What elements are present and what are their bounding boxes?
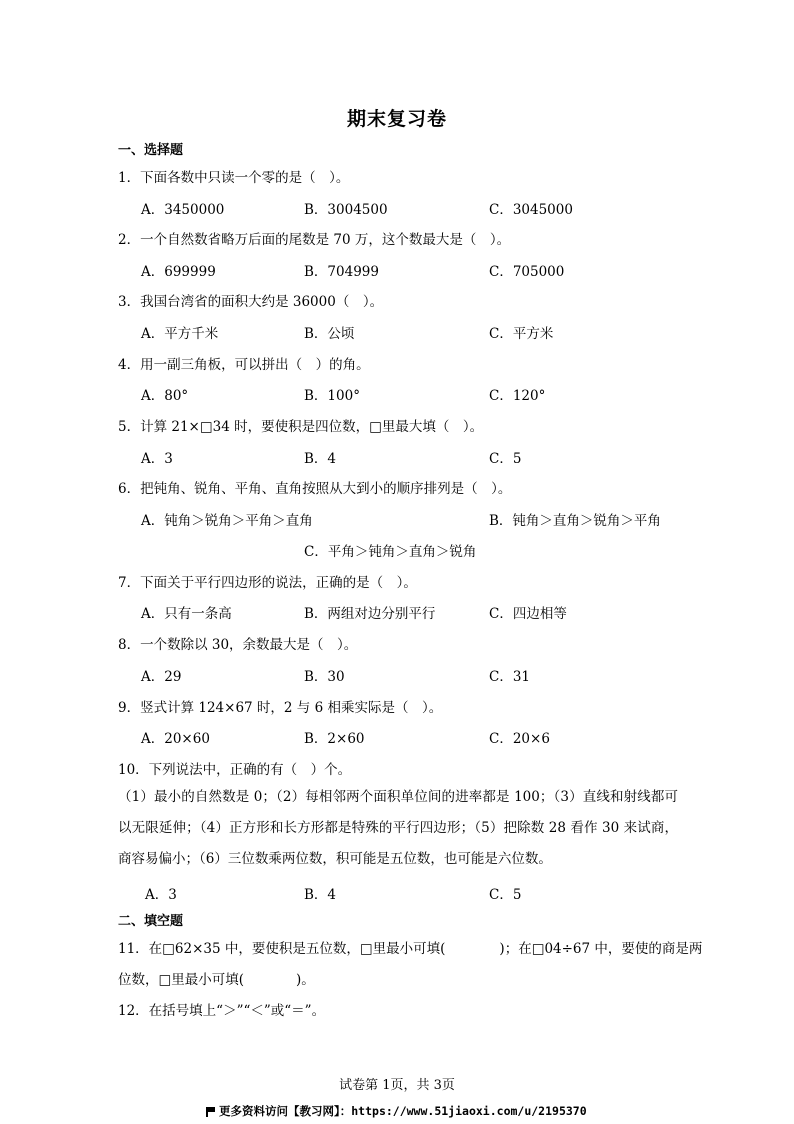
q4-option-c: C．120°	[489, 388, 546, 404]
q1-option-c: C．3045000	[489, 202, 573, 218]
q11-text-part-4: )。	[296, 972, 315, 988]
q3-option-c: C．平方米	[489, 326, 554, 342]
q8-option-c: C．31	[489, 669, 531, 685]
question-11-line-2	[118, 968, 315, 988]
q3-option-b: B．公顷	[304, 326, 355, 342]
q1-option-a: A．3450000	[141, 202, 225, 218]
section-heading-choice: 一、选择题	[118, 143, 184, 158]
q4-option-b: B．100°	[304, 388, 360, 404]
q7-option-b: B．两组对边分别平行	[304, 606, 436, 622]
q9-option-b: B．2×60	[304, 731, 365, 747]
q11-text-part-1: 11．在□62×35 中，要使积是五位数，□里最小可填(	[118, 941, 446, 957]
q5-option-c: C．5	[489, 451, 522, 467]
page-title: 期末复习卷	[346, 108, 447, 130]
q6-option-a: A．钝角＞锐角＞平角＞直角	[141, 513, 313, 529]
q9-option-a: A．20×60	[141, 731, 210, 747]
watermark-link[interactable]	[206, 1103, 587, 1119]
question-9: 9．竖式计算 124×67 时，2 与 6 相乘实际是（ ）。	[118, 700, 443, 716]
section-heading-fill-in: 二、填空题	[118, 914, 184, 929]
question-11-line-1	[118, 937, 702, 957]
question-10-statements: （1）最小的自然数是 0；（2）每相邻两个面积单位间的进率都是 100；（3）直线和射线都可以无限延伸；（4）正方形和长方形都是特殊的平行四边形；（5）把除数 28 看作 30 来试商，商容易偏小；（6）三位数乘两位数，积可能是五位数，也可能是六位数。	[118, 789, 678, 867]
question-1: 1．下面各数中只读一个零的是（ ）。	[118, 170, 350, 186]
q8-option-b: B．30	[304, 669, 345, 685]
watermark-text: 更多资料访问【教习网】：https://www.51jiaoxi.com/u/2195370	[219, 1104, 587, 1118]
q6-option-c: C．平角＞钝角＞直角＞锐角	[304, 544, 477, 560]
question-12: 12．在括号填上“＞”“＜”或“＝”。	[118, 1003, 326, 1019]
question-3: 3．我国台湾省的面积大约是 36000（ ）。	[118, 294, 384, 310]
q6-option-b: B．钝角＞直角＞锐角＞平角	[489, 513, 661, 529]
question-2: 2．一个自然数省略万后面的尾数是 70 万，这个数最大是（ ）。	[118, 232, 511, 248]
q2-option-b: B．704999	[304, 264, 379, 280]
q3-option-a: A．平方千米	[141, 326, 219, 342]
page-footer: 试卷第 1页，共 3页	[339, 1078, 455, 1093]
q9-option-c: C．20×6	[489, 731, 550, 747]
q10-option-b: B．4	[304, 887, 337, 903]
q10-option-a: A．3	[145, 887, 177, 903]
q8-option-a: A．29	[141, 669, 182, 685]
question-10: 10．下列说法中，正确的有（ ）个。	[118, 762, 352, 778]
question-8: 8．一个数除以 30，余数最大是（ ）。	[118, 637, 358, 653]
q5-option-b: B．4	[304, 451, 337, 467]
q2-option-c: C．705000	[489, 264, 565, 280]
q2-option-a: A．699999	[141, 264, 216, 280]
q1-option-b: B．3004500	[304, 202, 388, 218]
q7-option-c: C．四边相等	[489, 606, 567, 622]
q7-option-a: A．只有一条高	[141, 606, 232, 622]
question-4: 4．用一副三角板，可以拼出（ ）的角。	[118, 357, 370, 373]
q11-text-part-2: )；在□04÷67 中，要使的商是两	[499, 941, 703, 957]
flag-icon	[206, 1107, 215, 1116]
q4-option-a: A．80°	[141, 388, 189, 404]
question-5: 5．计算 21×□34 时，要使积是四位数，□里最大填（ ）。	[118, 419, 484, 435]
question-7: 7．下面关于平行四边形的说法，正确的是（ ）。	[118, 575, 417, 591]
question-6: 6．把钝角、锐角、平角、直角按照从大到小的顺序排列是（ ）。	[118, 481, 512, 497]
q10-option-c: C．5	[489, 887, 522, 903]
q5-option-a: A．3	[141, 451, 173, 467]
q11-text-part-3: 位数，□里最小可填(	[118, 972, 245, 988]
